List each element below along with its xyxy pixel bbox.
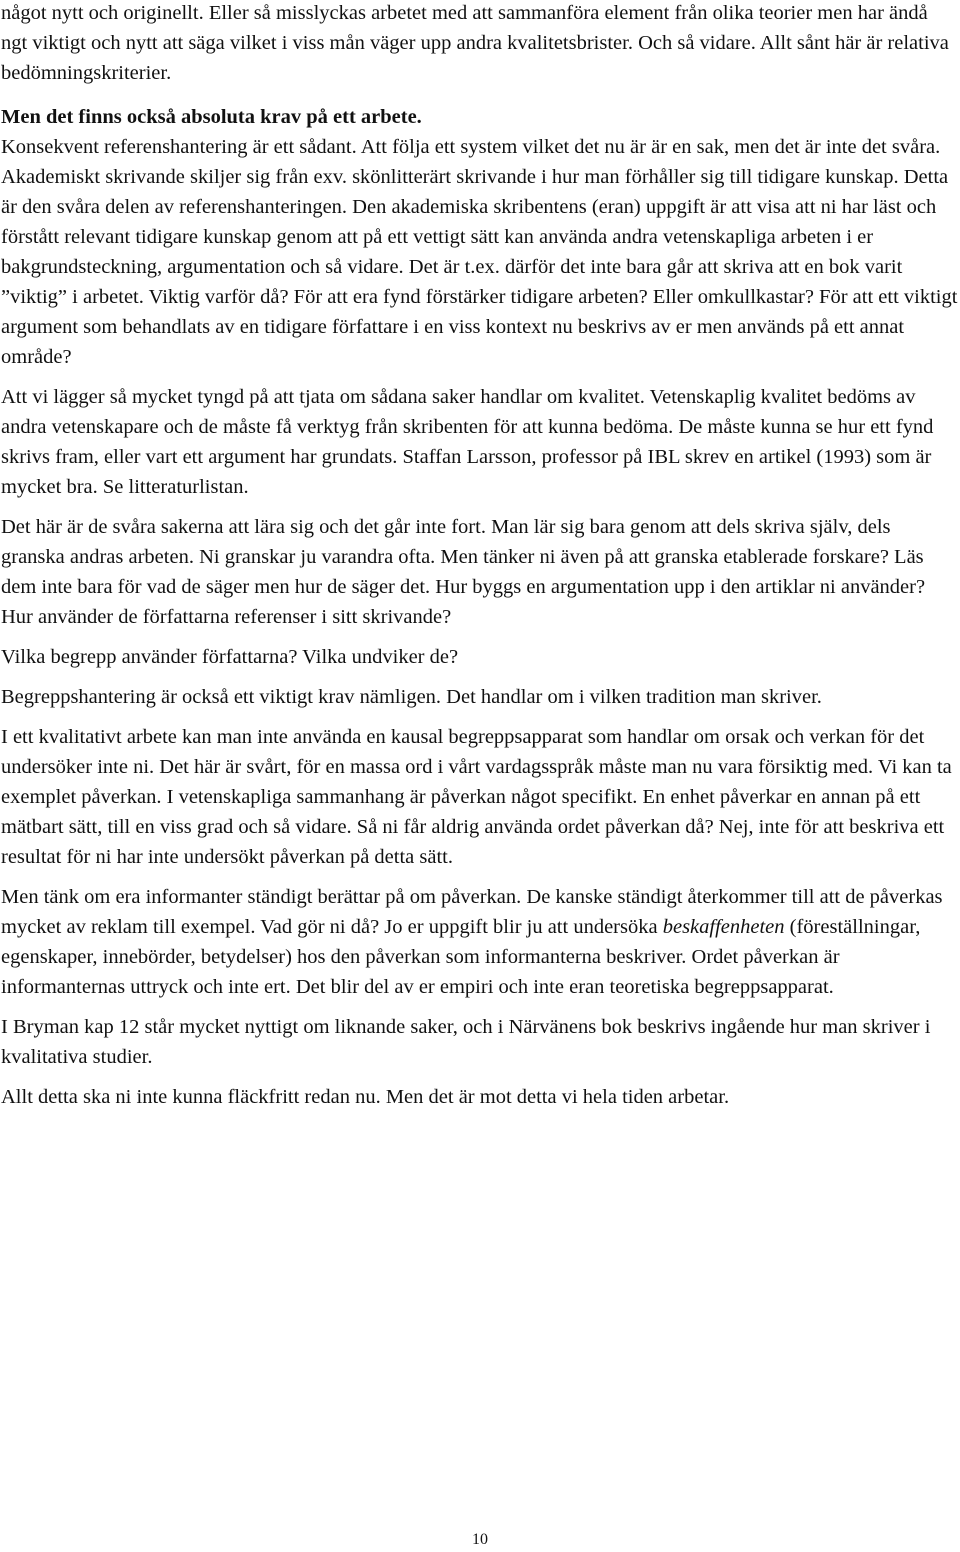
paragraph-quality: Att vi lägger så mycket tyngd på att tjata om sådana saker handlar om kvalitet. Vetenskaplig kvalitet bedöms av andra vetenskapare och de måste få verktyg från skribenten för att kunna bedöma. De måste kunna se hur ett fynd skrivs fram, eller vart ett argument har grundats. Staffan Larsson, professor på IBL skrev en artikel (1993) som är mycket bra. Se litteraturlistan. <box>1 386 934 498</box>
paragraph-concepts-question: Vilka begrepp använder författarna? Vilka undviker de? <box>1 646 459 668</box>
paragraph-relative-criteria: något nytt och originellt. Eller så misslyckas arbetet med att sammanföra element från olika teorier men har ändå ngt viktigt och nytt att säga vilket i viss mån väger upp andra kvalitetsbrister. Och så vidare. Allt sånt här är relativa bedömningskriterier. <box>1 2 949 84</box>
paragraph-bryman: I Bryman kap 12 står mycket nyttigt om liknande saker, och i Närvänens bok beskrivs ingående hur man skriver i kvalitativa studier. <box>1 1016 931 1068</box>
paragraph-informants <box>1 882 959 1002</box>
paragraph-informants-end: (föreställningar, egenskaper, innebörder, betydelser) hos den påverkan som informanterna beskriver. Ordet påverkan är informanternas uttryck och inte ert. Det blir del av er empiri och inte eran teoretiska begreppsapparat. <box>1 916 921 998</box>
paragraph-learning: Det här är de svåra sakerna att lära sig och det går inte fort. Man lär sig bara genom att dels skriva själv, dels granska andras arbeten. Ni granskar ju varandra ofta. Men tänker ni även på att granska etablerade forskare? Läs dem inte bara för vad de säger men hur de säger det. Hur byggs en argumentation upp i den artiklar ni använder? Hur använder de författarna referenser i sitt skrivande? <box>1 516 926 628</box>
paragraph-reference-handling: Konsekvent referenshantering är ett sådant. Att följa ett system vilket det nu är är en sak, men det är inte det svåra. Akademiskt skrivande skiljer sig från exv. skönlitterärt skrivande i hur man förhåller sig till tidigare kunskap. Detta är den svåra delen av referenshanteringen. Den akademiska skribentens (eran) uppgift är att visa att ni har läst och förstått relevant tidigare kunskap genom att på ett vettigt sätt kan använda andra vetenskapliga arbeten i er bakgrundsteckning, argumentation och så vidare. Det är t.ex. därför det inte bara går att skriva att en bok varit ”viktig” i arbetet. Viktig varför då? För att era fynd förstärker tidigare arbeten? Eller omkullkastar? För att ett viktigt argument som behandlats av en tidigare författare i en viss kontext nu beskrivs av er men används på ett annat område? <box>1 136 958 368</box>
emphasis-beskaffenheten: beskaffenheten <box>662 916 785 938</box>
paragraph-conclusion: Allt detta ska ni inte kunna fläckfritt redan nu. Men det är mot detta vi hela tiden arbetar. <box>1 1086 730 1108</box>
paragraph-concept-handling: Begreppshantering är också ett viktigt krav nämligen. Det handlar om i vilken tradition man skriver. <box>1 686 822 708</box>
page-number: 10 <box>472 1531 488 1548</box>
document-body <box>1 0 959 1122</box>
paragraph-qualitative-work: I ett kvalitativt arbete kan man inte använda en kausal begreppsapparat som handlar om orsak och verkan för det undersöker inte ni. Det här är svårt, för en massa ord i vårt vardagsspråk måste man nu vara försiktig med. Vi kan ta exemplet påverkan. I vetenskapliga sammanhang är påverkan något specifikt. En enhet påverkar en annan på ett mätbart sätt, till en viss grad och så vidare. Så ni får aldrig använda ordet påverkan då? Nej, inte för att beskriva ett resultat för ni har inte undersökt påverkan på detta sätt. <box>1 726 952 868</box>
paragraph-informants-start: Men tänk om era informanter ständigt berättar på om påverkan. De kanske ständigt återkommer till att de påverkas mycket av reklam till exempel. Vad gör ni då? Jo er uppgift blir ju att undersöka <box>1 886 943 938</box>
section-heading-absolute-requirements: Men det finns också absoluta krav på ett arbete. <box>1 106 422 128</box>
